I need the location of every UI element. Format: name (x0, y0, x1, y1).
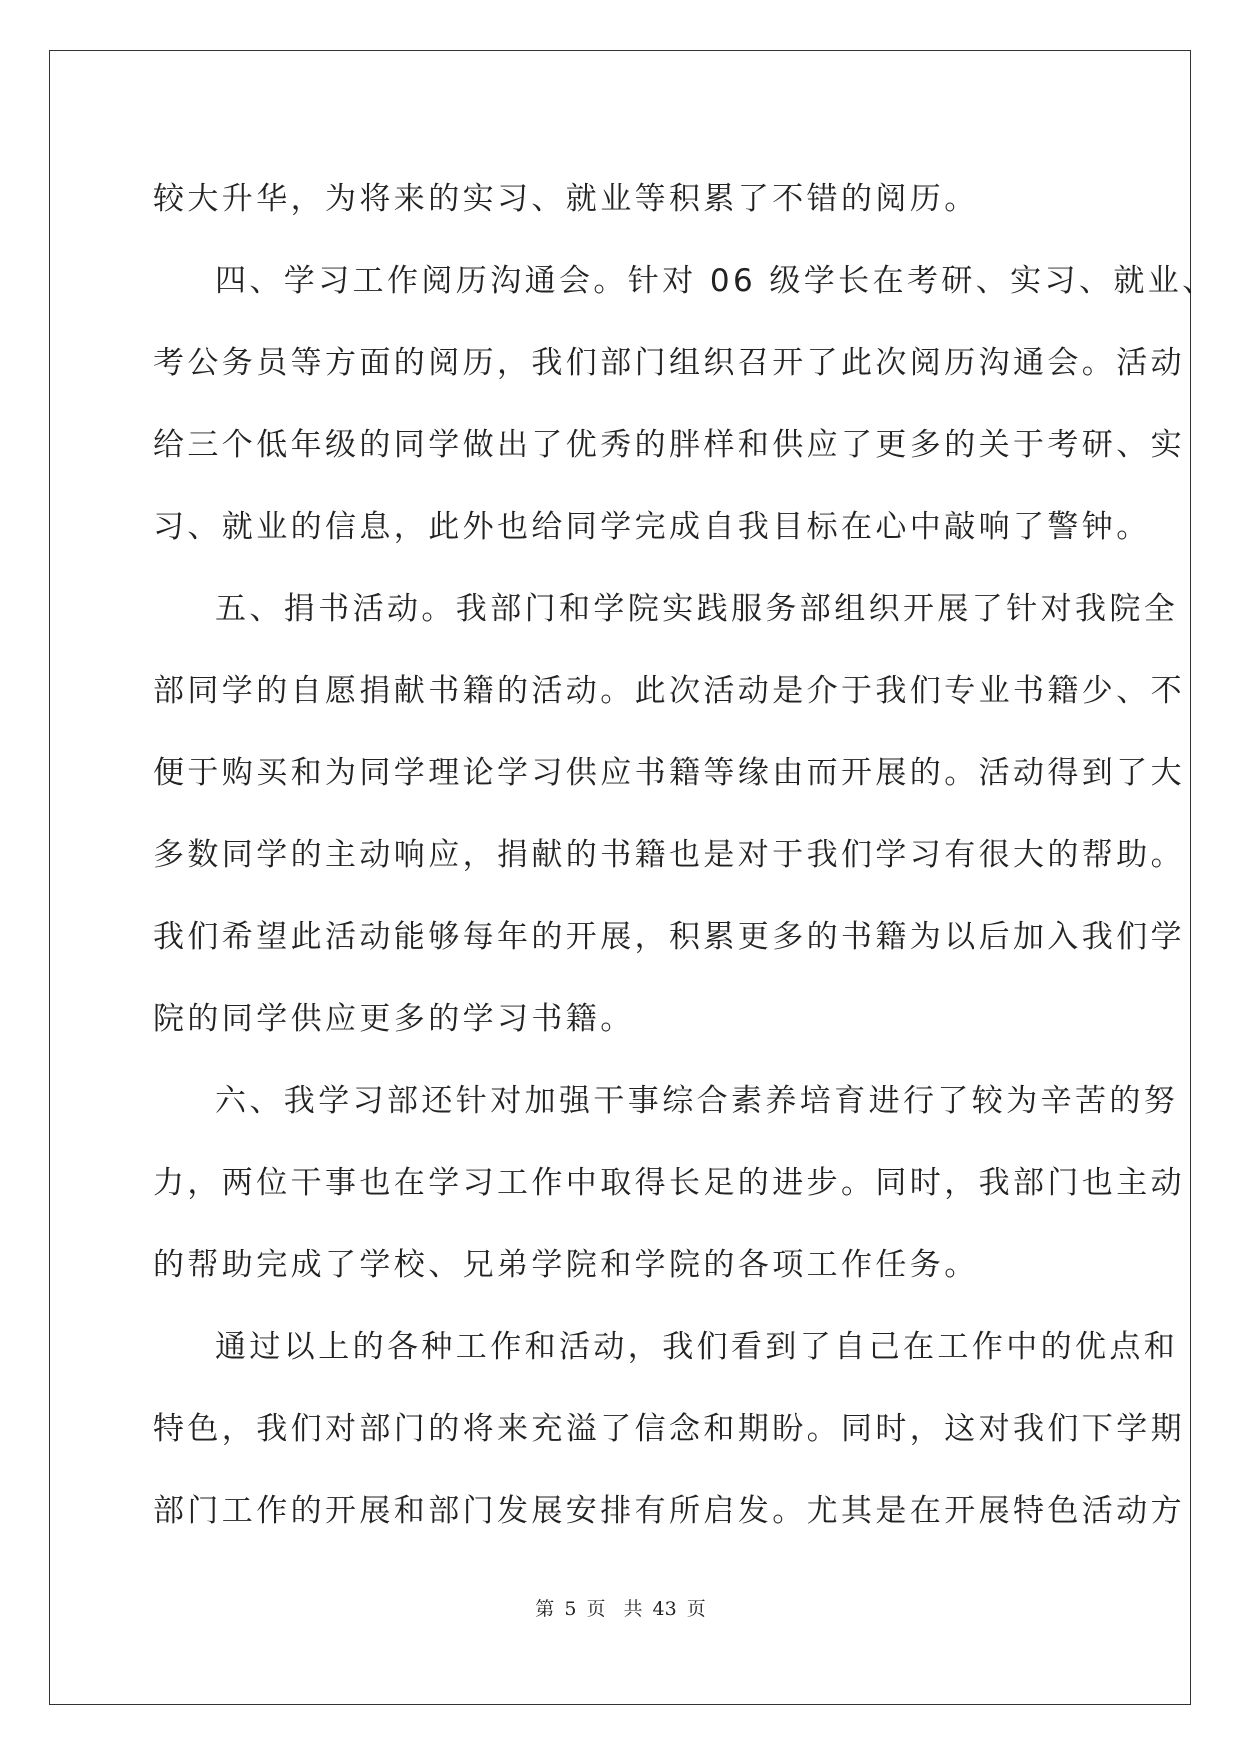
text-line: 给三个低年级的同学做出了优秀的胖样和供应了更多的关于考研、实 (153, 427, 1185, 463)
text-line: 特色，我们对部门的将来充溢了信念和期盼。同时，这对我们下学期 (153, 1411, 1185, 1447)
text-line: 部同学的自愿捐献书籍的活动。此次活动是介于我们专业书籍少、不 (153, 673, 1185, 709)
text-line: 较大升华，为将来的实习、就业等积累了不错的阅历。 (153, 181, 979, 217)
text-line: 多数同学的主动响应，捐献的书籍也是对于我们学习有很大的帮助。 (153, 837, 1185, 873)
text-line: 考公务员等方面的阅历，我们部门组织召开了此次阅历沟通会。活动 (153, 345, 1185, 381)
text-line: 六、我学习部还针对加强干事综合素养培育进行了较为辛苦的努 (215, 1083, 1179, 1119)
page-total: 共 43 页 (623, 1598, 706, 1620)
text-line: 习、就业的信息，此外也给同学完成自我目标在心中敲响了警钟。 (153, 509, 1151, 545)
text-line: 通过以上的各种工作和活动，我们看到了自己在工作中的优点和 (215, 1329, 1179, 1365)
page-number: 第 5 页 (535, 1598, 606, 1620)
text-line: 院的同学供应更多的学习书籍。 (153, 1001, 635, 1037)
text-line: 五、捐书活动。我部门和学院实践服务部组织开展了针对我院全 (215, 591, 1179, 627)
text-line: 四、学习工作阅历沟通会。针对 06 级学长在考研、实习、就业、 (215, 263, 1217, 299)
text-line: 我们希望此活动能够每年的开展，积累更多的书籍为以后加入我们学 (153, 919, 1185, 955)
text-line: 力，两位干事也在学习工作中取得长足的进步。同时，我部门也主动 (153, 1165, 1185, 1201)
text-line: 便于购买和为同学理论学习供应书籍等缘由而开展的。活动得到了大 (153, 755, 1185, 791)
text-line: 的帮助完成了学校、兄弟学院和学院的各项工作任务。 (153, 1247, 979, 1283)
text-line: 部门工作的开展和部门发展安排有所启发。尤其是在开展特色活动方 (153, 1493, 1185, 1529)
document-body (153, 158, 1217, 1552)
page-footer (0, 1594, 1241, 1621)
